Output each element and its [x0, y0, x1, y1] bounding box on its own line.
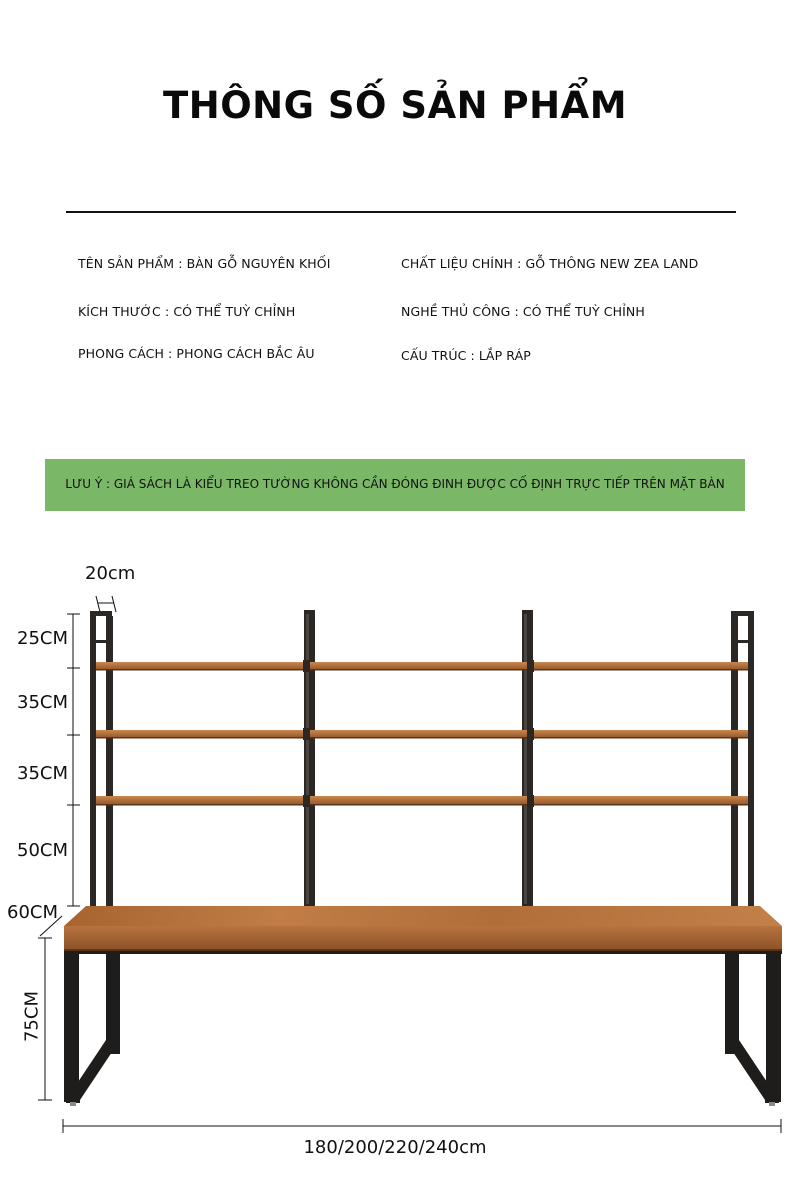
- spec-structure: CẤU TRÚC : LẮP RÁP: [401, 348, 531, 363]
- shelf-4-height-label: 50CM: [17, 840, 69, 861]
- spec-size: KÍCH THƯỚC : CÓ THỂ TUỲ CHỈNH: [78, 304, 296, 319]
- desk-depth-label: 60CM: [7, 902, 59, 923]
- inner-post-right: [522, 610, 533, 906]
- depth-dimension-marker: [96, 596, 116, 612]
- desk-top: [64, 906, 782, 954]
- desk-width-label: 180/200/220/240cm: [303, 1137, 487, 1158]
- inner-post-left: [304, 610, 315, 906]
- desk-height-label: 75CM: [21, 991, 43, 1043]
- shelf-3-height-label: 35CM: [17, 763, 69, 784]
- left-shelf-frame: [90, 611, 113, 919]
- shelf-middle: [96, 730, 748, 739]
- desk-leg-right: [725, 954, 781, 1106]
- spec-craft: NGHỀ THỦ CÔNG : CÓ THỂ TUỲ CHỈNH: [401, 304, 645, 319]
- shelf-top: [96, 662, 748, 671]
- desk-leg-left: [64, 954, 120, 1106]
- page-title: THÔNG SỐ SẢN PHẨM: [162, 84, 628, 127]
- right-shelf-frame: [731, 611, 754, 919]
- shelf-1-height-label: 25CM: [17, 628, 69, 649]
- spec-style: PHONG CÁCH : PHONG CÁCH BẮC ÂU: [78, 346, 315, 361]
- spec-product-name: TÊN SẢN PHẨM : BÀN GỖ NGUYÊN KHỐI: [78, 256, 331, 271]
- depth-label: 20cm: [85, 563, 136, 584]
- note-text: LƯU Ý : GIÁ SÁCH LÀ KIỂU TREO TƯỜNG KHÔNG CẦN ĐÓNG ĐINH ĐƯỢC CỐ ĐỊNH TRỰC TIẾP TRÊN MẶT BÀN: [65, 477, 725, 491]
- shelf-2-height-label: 35CM: [17, 692, 69, 713]
- spec-material: CHẤT LIỆU CHÍNH : GỖ THÔNG NEW ZEA LAND: [401, 256, 699, 271]
- desk-width-dimension-line: [63, 1119, 781, 1133]
- shelf-bottom: [96, 796, 748, 806]
